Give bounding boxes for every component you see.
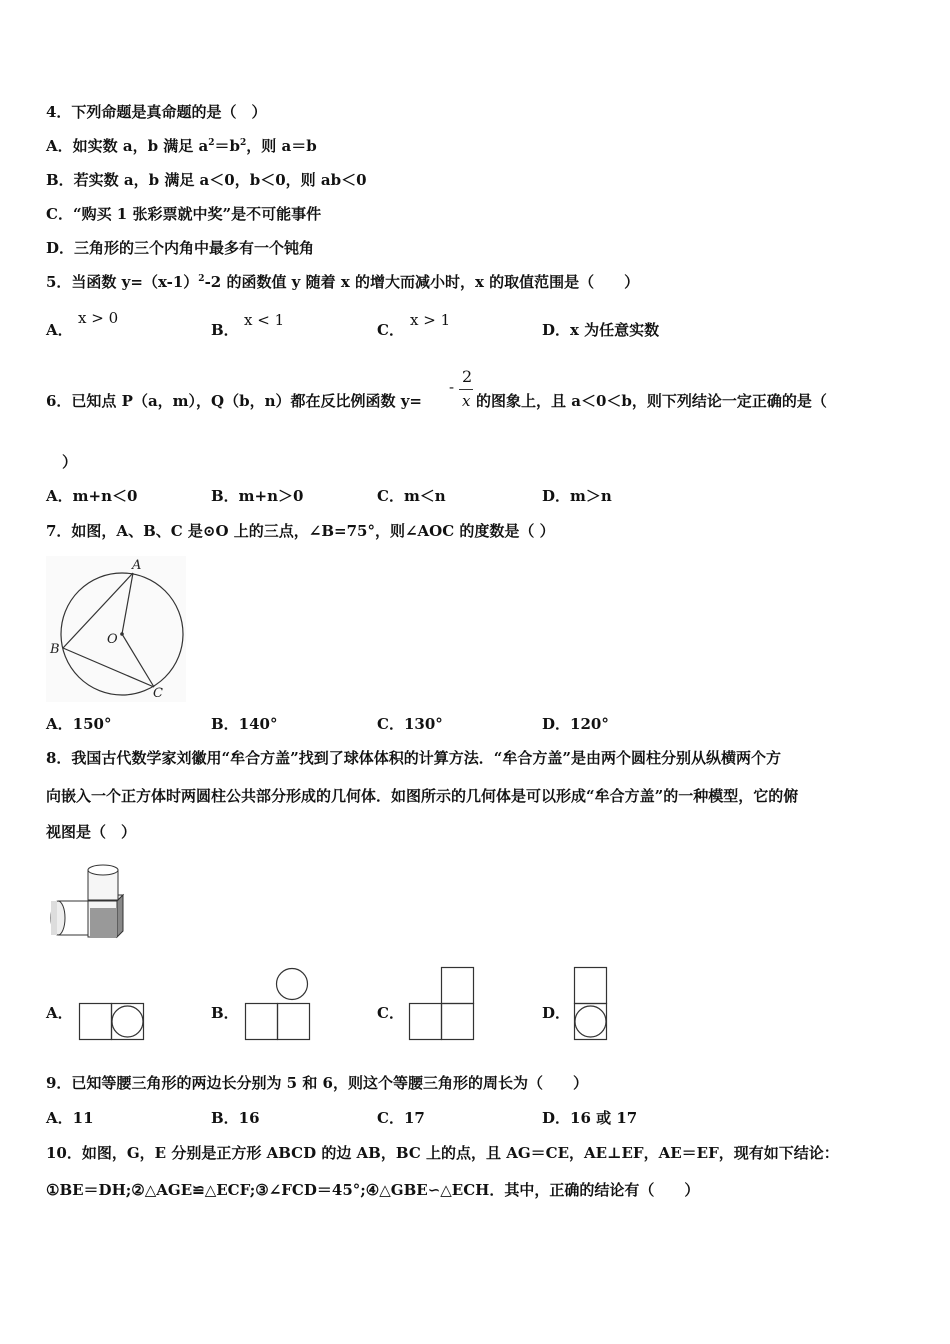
q6-option-b: B．m+n＞0: [211, 487, 304, 505]
q8-c-square-left: [410, 1004, 442, 1040]
q8-option-b-label: B．: [211, 1004, 239, 1022]
q4-option-b: B．若实数 a，b 满足 a＜0，b＜0，则 ab＜0: [46, 171, 367, 189]
q8-option-d-figure: [571, 966, 611, 1044]
q6-option-a: A．m+n＜0: [46, 487, 138, 505]
q6-stem-post: 的图象上，且 a＜0＜b，则下列结论一定正确的是（: [476, 392, 827, 410]
q8-solid-figure: [48, 862, 124, 942]
q6-stem-close: ）: [62, 453, 78, 471]
q9-option-d: D．16 或 17: [542, 1109, 638, 1127]
q7-label-c: C: [153, 686, 163, 701]
q4-option-c: C．“购买 1 张彩票就中奖”是不可能事件: [46, 205, 322, 223]
q6-fraction-bar: [459, 389, 473, 390]
q5-stem: 5．当函数 $y=(x-1)^2-2$ 的函数值 y 随着 x 的增大而减小时，x 的取值范围是（ ）: [46, 273, 640, 291]
q8-stem-line3: 视图是（ ）: [46, 823, 137, 841]
q8-horizontal-cylinder-shade: [51, 901, 57, 935]
q9-stem: 9．已知等腰三角形的两边长分别为 5 和 6，则这个等腰三角形的周长为（ ）: [46, 1074, 588, 1092]
q8-d-circle: [575, 1006, 606, 1037]
q8-a-circle: [112, 1006, 143, 1037]
q8-b-circle: [277, 969, 308, 1000]
q4-stem: 4．下列命题是真命题的是（ ）: [46, 103, 267, 121]
q8-stem-line2: 向嵌入一个正方体时两圆柱公共部分形成的几何体．如图所示的几何体是可以形成“牟合方盖”的一种模型，它的俯: [46, 787, 799, 805]
q8-cube-shadow: [90, 908, 117, 937]
q7-center-dot: [120, 632, 124, 636]
q8-c-square-right: [442, 1004, 474, 1040]
q8-a-square-left: [80, 1004, 112, 1040]
q7-label-a: A: [132, 558, 142, 573]
q8-b-square-right: [278, 1004, 310, 1040]
q7-label-b: B: [50, 642, 60, 657]
q8-a-square-right: [112, 1004, 144, 1040]
q4-option-d: D．三角形的三个内角中最多有一个钝角: [46, 239, 315, 257]
q8-option-a-label: A．: [46, 1004, 73, 1022]
q6-fraction-denominator: x: [462, 392, 471, 410]
q9-option-b: B．16: [211, 1109, 260, 1127]
q6-option-c: C．m＜n: [377, 487, 446, 505]
q7-option-b: B．140°: [211, 715, 278, 733]
q10-stem-line1: 10．如图，G，E 分别是正方形 ABCD 的边 AB，BC 上的点，且 AG＝CE，AE⊥EF，AE＝EF，现有如下结论：: [46, 1144, 839, 1162]
q7-option-a: A．150°: [46, 715, 112, 733]
q8-stem-line1: 8．我国古代数学家刘徽用“牟合方盖”找到了球体体积的计算方法．“牟合方盖”是由两个圆柱分别从纵横两个方: [46, 749, 781, 767]
q8-option-b-figure: [242, 966, 312, 1044]
q4-option-a: A．如实数 a，b 满足 $a^2=b^2$，则 a＝b: [46, 137, 317, 155]
q5-option-a-label: A．: [46, 321, 73, 339]
q5-option-c-label: C．: [377, 321, 404, 339]
q5-option-b-expr: x < 1: [244, 311, 285, 329]
q8-option-c-figure: [406, 966, 476, 1044]
q9-option-a: A．11: [46, 1109, 94, 1127]
q8-c-square-top: [442, 968, 474, 1004]
q7-label-o: O: [107, 632, 118, 647]
q8-cube-side: [117, 895, 123, 937]
q8-option-a-figure: [78, 1001, 148, 1043]
q6-stem-pre: 6．已知点 P（a，m），Q（b，n）都在反比例函数 y=: [46, 392, 422, 410]
q8-vertical-cylinder-top: [88, 865, 118, 875]
q8-d-square-bottom: [575, 1004, 607, 1040]
q8-option-d-label: D．: [542, 1004, 571, 1022]
q8-option-c-label: C．: [377, 1004, 404, 1022]
q7-figure-background: [46, 556, 186, 702]
q5-option-d: D．x 为任意实数: [542, 321, 660, 339]
q7-option-c: C．130°: [377, 715, 443, 733]
q10-stem-line2: ①BE＝DH;②△AGE≌△ECF;③∠FCD＝45°;④△GBE∽△ECH．其中，正确的结论有（ ）: [46, 1181, 700, 1199]
q8-d-square-top: [575, 968, 607, 1004]
q6-fraction-minus: -: [449, 378, 455, 396]
q5-option-c-expr: x > 1: [410, 311, 451, 329]
q5-option-a-expr: x > 0: [78, 309, 119, 327]
q7-circle-figure: [46, 556, 186, 702]
q5-option-b-label: B．: [211, 321, 239, 339]
q7-option-d: D．120°: [542, 715, 609, 733]
q8-b-square-left: [246, 1004, 278, 1040]
q6-option-d: D．m＞n: [542, 487, 612, 505]
q6-fraction-numerator: 2: [462, 367, 473, 386]
q9-option-c: C．17: [377, 1109, 425, 1127]
q7-stem: 7．如图，A、B、C 是⊙O 上的三点，∠B=75°，则∠AOC 的度数是（ ）: [46, 522, 555, 540]
